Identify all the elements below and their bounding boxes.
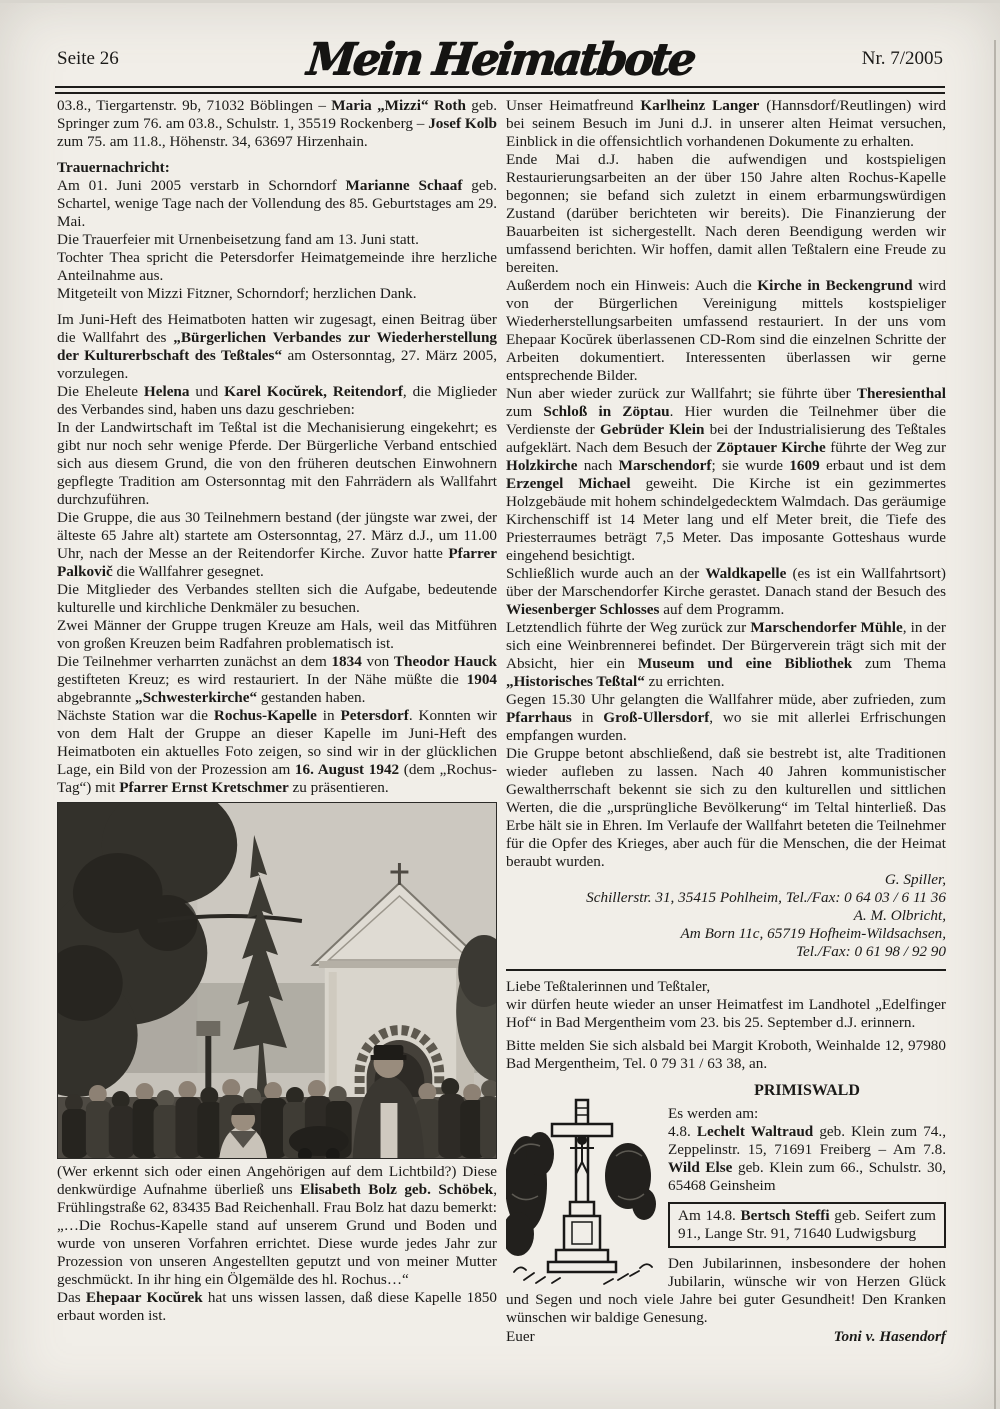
paragraph: Am 01. Juni 2005 verstarb in Schorndorf Marianne Schaaf geb. Schartel, wenige Tage nach der Vollendung des 85. Geburtstages am 29. Mai. xyxy=(57,177,497,230)
paragraph: Ende Mai d.J. haben die aufwendigen und kostspieligen Restaurierungsarbeiten an der über 150 Jahre alten Rochus-Kapelle begonnen; sie befand sich zuletzt in einem erbarmungswürdigen Zustand (darüber berichteten wir bereits). Die Finanzierung der Bauarbeiten ist sichergestellt. Nach deren Beendigung werden wir umfassend berichten. Wir hoffen, damit allen Teßtalern eine Freude zu bereiten. xyxy=(506,151,946,276)
photo-caption: (Wer erkennt sich oder einen Angehörigen auf dem Lichtbild?) Diese denkwürdige Aufnahme überließ uns Elisabeth Bolz geb. Schöbek, Frühlingstraße 62, 83435 Bad Reichenhall. Frau Bolz hat dazu bemerkt: „…Die Rochus-Kapelle stand auf unserem Grund und Boden und wurde von unseren Vorfahren errichtet. Diese wurde jedes Jahr zur Prozession von unseren Angestellten geputzt und von meiner Mutter geschmückt. In ihr hing ein Ölgemälde des hl. Rochus…“ xyxy=(57,1163,497,1288)
paragraph: In der Landwirtschaft im Teßtal ist die Mechanisierung eingekehrt; es gibt nur noch sehr wenige Pferde. Der Bürgerliche Verband entschied sich aus diesem Grund, die von den früheren deutschen Einwohnern gepflegte Tradition am Ostersonntag mit den Fahrrädern als Wallfahrt durchzuführen. xyxy=(57,419,497,508)
signature-block xyxy=(506,871,946,961)
paragraph: Nächste Station war die Rochus-Kapelle in Petersdorf. Konnten wir von dem Halt der Gruppe an dieser Kapelle im Juni-Heft des Heimatboten ein aktuelles Foto zeigen, so sind wir in der glücklichen Lage, ein Bild von der Prozession am 16. August 1942 (dem „Rochus-Tag“) mit Pfarrer Ernst Kretschmer zu präsentieren. xyxy=(57,707,497,796)
signature-line: Tel./Fax: 0 61 98 / 92 90 xyxy=(795,943,946,960)
paragraph: 03.8., Tiergartenstr. 9b, 71032 Böblingen – Maria „Mizzi“ Roth geb. Springer zum 76. am 03.8., Schulstr. 1, 35519 Rockenberg – Josef Kolb zum 75. am 11.8., Höhenstr. 34, 63697 Hirzenhain. xyxy=(57,97,497,150)
invite-salutation: Liebe Teßtalerinnen und Teßtaler, xyxy=(506,978,711,995)
paragraph: Letztendlich führte der Weg zurück zur Marschendorfer Mühle, in der sich eine Weinbrennerei befindet. Der Bürgerverein trägt sich mit der Absicht, hier ein Museum und eine Bibliothek zum Thema „Historisches Teßtal“ zu errichten. xyxy=(506,619,946,690)
paragraph: Außerdem noch ein Hinweis: Auch die Kirche in Beckengrund wird von der Bürgerlichen Vereinigung mittels kostspieliger Wiederherstellungsarbeiten umfassend restauriert. In der uns vom Ehepaar Kocŭrek überlassenen CD-Rom sind die einzelnen Schritte der Arbeiten dokumentiert. Interessenten überlassen wir gerne entsprechende Bilder. xyxy=(506,277,946,384)
jubilee-intro: Es werden am: xyxy=(668,1105,759,1122)
paragraph: Mitgeteilt von Mizzi Fitzner, Schorndorf; herzlichen Dank. xyxy=(57,285,417,302)
signature-line: Schillerstr. 31, 35415 Pohlheim, Tel./Fax: 0 64 03 / 6 11 36 xyxy=(586,889,946,906)
paragraph: Unser Heimatfreund Karlheinz Langer (Hannsdorf/Reutlingen) wird bei seinem Besuch im Juni d.J. in unserer alten Heimat versuchen, Einblick in die offensichtlich vorhandenen Dokumente zu erhalten. xyxy=(506,97,946,150)
section-divider xyxy=(506,969,946,971)
scan-page-edge-line xyxy=(994,40,996,1409)
signature-line: A. M. Olbricht, xyxy=(853,907,946,924)
jubilee-entry: 4.8. Lechelt Waltraud geb. Klein zum 74., Zeppelinstr. 15, 71691 Freiberg – Am 7.8. Wild Else geb. Klein zum 66., Schulstr. 30, 65468 Geinsheim xyxy=(668,1123,946,1194)
issue-label: Nr. 7/2005 xyxy=(861,48,943,69)
right-column xyxy=(506,97,946,1346)
paragraph: Im Juni-Heft des Heimatboten hatten wir zugesagt, einen Beitrag über die Wallfahrt des „Bürgerlichen Verbandes zur Wiederherstellung der Kulturerbschaft des Teßtales“ am Ostersonntag, 27. März 2005, vorzulegen. xyxy=(57,311,498,382)
masthead-logo: Mein Heimatbote xyxy=(304,34,696,85)
scan-top-edge xyxy=(0,0,1000,3)
paragraph: Die Gruppe, die aus 30 Teilnehmern bestand (der jüngste war zwei, der älteste 65 Jahre alt) startete am Ostersonntag, 27. März d.J., um 11.00 Uhr, nach der Messe an der Reitendorfer Kirche. Zuvor hatte Pfarrer Palkovič die Wallfahrer gesegnet. xyxy=(57,509,497,580)
paragraph: Nun aber wieder zurück zur Wallfahrt; sie führte über Theresienthal zum Schloß in Zöptau. Hier wurden die Teilnehmer über die Verdienste der Gebrüder Klein bei der Industrialisierung des Teßtales aufgeklärt. Nach dem Besuch der Zöptauer Kirche führte der Weg zur Holzkirche nach Marschendorf; sie wurde 1609 erbaut und ist dem Erzengel Michael geweiht. Die Kirche ist ein gezimmertes Holzgebäude mit hohem schindelgedecktem Walmdach. Das geräumige Kirchenschiff ist 14 Meter lang und elf Meter breit, die Tiefe des Priesterraumes beträgt 7,5 Meter. Das imposante Gotteshaus wurde eingehend besichtigt. xyxy=(506,385,947,564)
paragraph: Die Gruppe betont abschließend, daß sie bestrebt ist, alte Traditionen wieder aufleben zu lassen. Nach 40 Jahren kommunistischer Gewaltherrschaft bekennt sie sich zu den kulturellen und sittlichen Werten, die die „ursprüngliche Bevölkerung“ im Teltal hinterließ. Das Erbe hält sie in Ehren. Im Verlaufe der Wallfahrt beteten die Teilnehmer für die Opfer des Krieges, aber auch für die Menschen, die der Heimat beraubt wurden. xyxy=(506,745,946,870)
wayside-cross-illustration xyxy=(506,1084,658,1289)
trauernachricht-heading: Trauernachricht: xyxy=(57,159,170,176)
paragraph: Die Trauerfeier mit Urnenbeisetzung fand am 13. Juni statt. xyxy=(57,231,419,248)
paragraph: Tochter Thea spricht die Petersdorfer Heimatgemeinde ihre herzliche Anteilnahme aus. xyxy=(57,249,497,284)
closing-line xyxy=(506,1328,946,1346)
left-column xyxy=(57,97,497,1325)
jubilee-entry: Am 14.8. Bertsch Steffi geb. Seifert zum 91., Lange Str. 91, 71640 Ludwigsburg xyxy=(678,1207,936,1242)
closing-signature: Toni v. Hasendorf xyxy=(833,1328,946,1345)
primiswald-section xyxy=(506,1082,946,1346)
signature-line: G. Spiller, xyxy=(884,871,946,888)
paragraph: Die Mitglieder des Verbandes stellten sich die Aufgabe, bedeutende kulturelle und kirchliche Denkmäler zu besuchen. xyxy=(57,581,497,616)
paragraph: Die Eheleute Helena und Karel Kocŭrek, Reitendorf, die Miglieder des Verbandes sind, haben uns dazu geschrieben: xyxy=(57,383,497,418)
paragraph: wir dürfen heute wieder an unser Heimatfest im Landhotel „Edelfinger Hof“ in Bad Mergentheim vom 23. bis 25. September d.J. erinnern. xyxy=(506,996,946,1031)
closing-euer: Euer xyxy=(506,1328,535,1345)
paragraph: Bitte melden Sie sich alsbald bei Margit Kroboth, Weinhalde 12, 97980 Bad Mergentheim, Tel. 0 79 31 / 63 38, an. xyxy=(506,1037,946,1072)
paragraph: Die Teilnehmer verharrten zunächst an dem 1834 von Theodor Hauck gestifteten Kreuz; es wird restauriert. In der Nähe müßte die 1904 abgebrannte „Schwesterkirche“ gestanden haben. xyxy=(57,653,497,706)
paragraph: Schließlich wurde auch an der Waldkapelle (es ist ein Wallfahrtsort) über der Marschendorfer Kirche gerastet. Danach stand der Besuch des Wiesenberger Schlosses auf dem Programm. xyxy=(506,565,946,618)
procession-photo xyxy=(57,802,497,1159)
signature-line: Am Born 11c, 65719 Hofheim-Wildsachsen, xyxy=(680,925,946,942)
header-double-rule xyxy=(55,86,945,94)
primiswald-heading: PRIMISWALD xyxy=(754,1082,860,1099)
spacer xyxy=(57,303,497,311)
paragraph: Zwei Männer der Gruppe trugen Kreuze am Hals, weil das Mitführen von großen Kreuzen beim Radfahren problematisch ist. xyxy=(57,617,497,652)
spacer xyxy=(57,151,497,159)
paragraph: Gegen 15.30 Uhr gelangten die Wallfahrer müde, aber zufrieden, zum Pfarrhaus in Groß-Ullersdorf, wo sie mit allerlei Erfrischungen empfangen wurden. xyxy=(506,691,946,744)
paragraph: Das Ehepaar Kocŭrek hat uns wissen lassen, daß diese Kapelle 1850 erbaut worden ist. xyxy=(57,1289,497,1324)
boxed-jubilee-entry xyxy=(668,1202,946,1248)
congratulation-text: Den Jubilarinnen, insbesondere der hohen Jubilarin, wünsche wir von Herzen Glück und Segen und noch viele Jahre bei guter Gesundheit! Den Kranken wünschen wir baldige Genesung. xyxy=(506,1255,946,1326)
page-number-label: Seite 26 xyxy=(57,48,119,69)
